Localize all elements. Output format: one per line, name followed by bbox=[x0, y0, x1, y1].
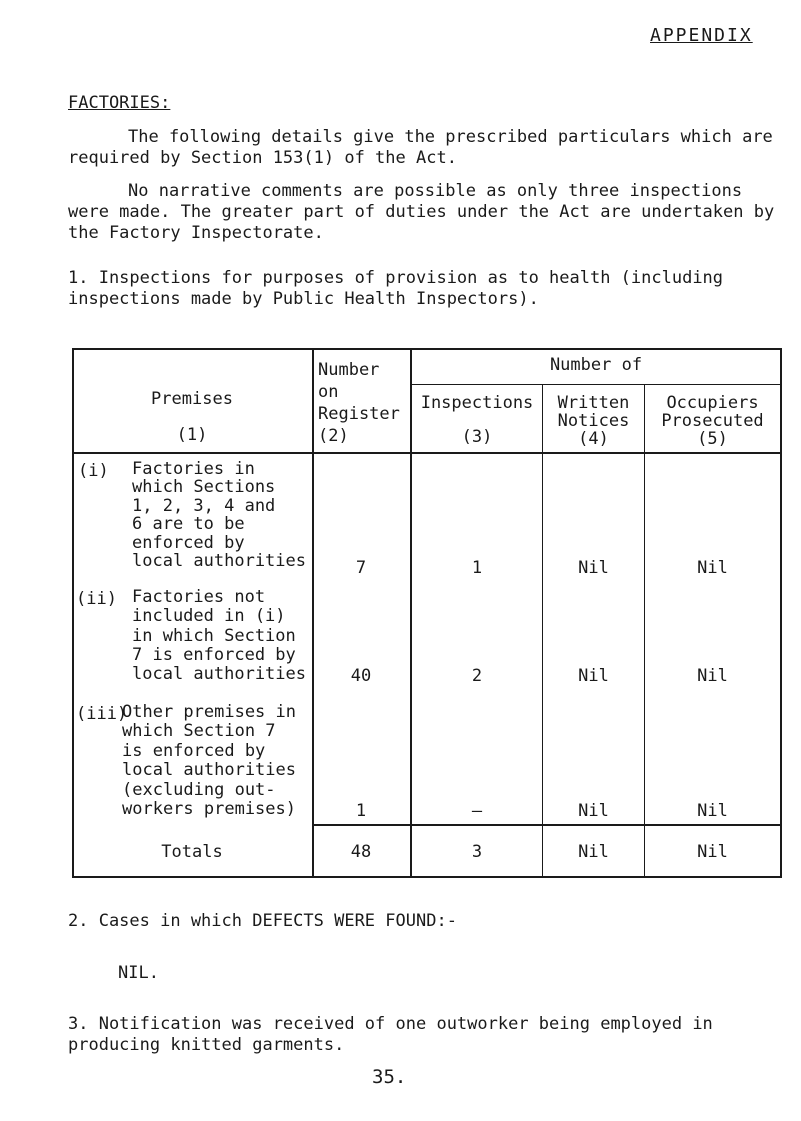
row-3-register: 1 bbox=[355, 801, 367, 821]
item-2: 2. Cases in which DEFECTS WERE FOUND:- bbox=[68, 911, 457, 931]
row-3-label: (iii) bbox=[76, 704, 128, 724]
header-notices-num: (4) bbox=[578, 429, 609, 449]
totals-divider bbox=[312, 824, 782, 826]
row-2-prosecuted: Nil bbox=[697, 666, 728, 686]
header-occupiers-l1: Occupiers bbox=[666, 393, 759, 413]
row-3-prosecuted: Nil bbox=[697, 801, 728, 821]
header-occupiers-num: (5) bbox=[697, 429, 728, 449]
header-number-of: Number of bbox=[549, 355, 643, 375]
header-occupiers-l2: Prosecuted bbox=[661, 411, 764, 431]
row-1-inspections: 1 bbox=[471, 558, 483, 578]
row-2-register: 40 bbox=[350, 666, 372, 686]
row-2-inspections: 2 bbox=[471, 666, 483, 686]
header-divider bbox=[72, 452, 782, 454]
row-1-premises: Factories in which Sections 1, 2, 3, 4 and 6 are to be enforced by local authorities bbox=[132, 459, 306, 572]
totals-prosecuted: Nil bbox=[697, 842, 728, 862]
row-1-label: (i) bbox=[78, 461, 109, 481]
item-3 bbox=[68, 1014, 788, 1056]
intro-text-1: The following details give the prescribed particulars which are required by Section 153(1) of the Act. bbox=[68, 127, 773, 168]
header-premises: Premises bbox=[151, 389, 233, 409]
header-notices-l2: Notices bbox=[557, 411, 630, 431]
header-register-num: (2) bbox=[318, 426, 349, 446]
intro-paragraph-1 bbox=[68, 127, 788, 169]
row-3-notices: Nil bbox=[578, 801, 609, 821]
page-number: 35. bbox=[372, 1066, 407, 1088]
header-inspections: Inspections bbox=[420, 393, 534, 413]
row-3-premises: Other premises in which Section 7 is enforced by local authorities (excluding out- workers premises) bbox=[122, 702, 296, 820]
header-premises-num: (1) bbox=[176, 425, 208, 445]
row-2-notices: Nil bbox=[578, 666, 609, 686]
table-border-top bbox=[72, 348, 782, 350]
intro-text-2: No narrative comments are possible as only three inspections were made. The greater part of duties under the Act are undertaken by the Factory Inspectorate. bbox=[68, 181, 775, 243]
intro-paragraph-2 bbox=[68, 181, 788, 244]
row-2-label: (ii) bbox=[76, 589, 117, 609]
totals-notices: Nil bbox=[578, 842, 609, 862]
number-of-divider bbox=[410, 384, 782, 385]
row-1-notices: Nil bbox=[578, 558, 609, 578]
header-register-l1: Number bbox=[318, 360, 380, 380]
table-border-right bbox=[780, 348, 782, 878]
header-register-l3: Register bbox=[318, 404, 400, 424]
table-border-bottom bbox=[72, 876, 782, 878]
item-1-text: 1. Inspections for purposes of provision as to health (including inspections made by Public Health Inspectors). bbox=[68, 268, 724, 309]
appendix-heading: APPENDIX bbox=[650, 25, 753, 46]
item-3-text: 3. Notification was received of one outworker being employed in producing knitted garments. bbox=[68, 1014, 713, 1055]
header-notices-l1: Written bbox=[557, 393, 630, 413]
item-2-answer: NIL. bbox=[118, 963, 159, 983]
row-1-prosecuted: Nil bbox=[697, 558, 728, 578]
section-title: FACTORIES: bbox=[68, 93, 171, 113]
header-register-l2: on bbox=[318, 382, 339, 402]
totals-label: Totals bbox=[161, 842, 223, 862]
row-1-register: 7 bbox=[355, 558, 367, 578]
row-3-inspections: – bbox=[471, 801, 483, 821]
header-inspections-num: (3) bbox=[461, 427, 493, 447]
row-2-premises: Factories not included in (i) in which Section 7 is enforced by local authorities bbox=[132, 587, 306, 685]
item-1 bbox=[68, 268, 788, 310]
inspections-table bbox=[72, 348, 782, 878]
col-divider-1 bbox=[312, 348, 314, 878]
totals-inspections: 3 bbox=[471, 842, 483, 862]
totals-register: 48 bbox=[350, 842, 372, 862]
